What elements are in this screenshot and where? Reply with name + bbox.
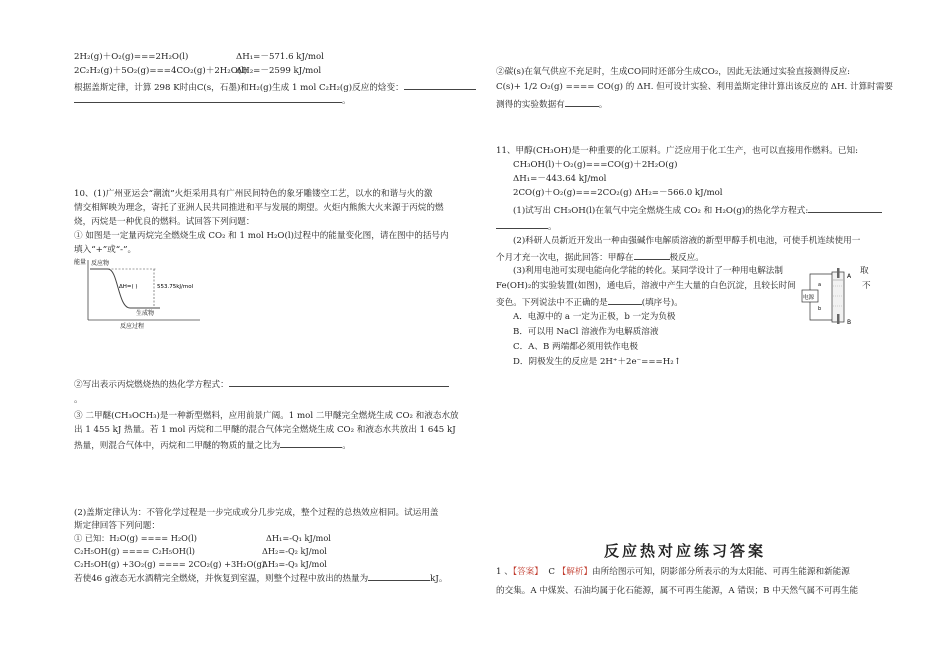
answer-blank-enthalpy[interactable] bbox=[404, 80, 476, 90]
eq-c2h2-combustion: 2C₂H₂(g)＋5O₂(g)===4CO₂(g)＋2H₂O(l) bbox=[74, 66, 248, 76]
diagram-dh: ΔH=( ) bbox=[119, 284, 138, 290]
q11-part3-line-3: 变色。下列说法中不正确的是 (填序号)。 bbox=[496, 295, 683, 309]
q11-eq2: 2CO(g)＋O₂(g)===2CO₂(g) ΔH₂=－566.0 kJ/mol bbox=[513, 188, 723, 198]
answer-blank-line[interactable]: 。 bbox=[74, 93, 351, 107]
combustion-eq: C₂H₅OH(g) +3O₂(g) ==== 2CO₂(g) +3H₂O(g) bbox=[74, 559, 265, 569]
analysis-tag: 【解析】 bbox=[557, 567, 593, 577]
answer-blank-data[interactable] bbox=[565, 97, 599, 107]
q10-sub3-line-2: 出 1 455 kJ 热量。若 1 mol 丙烷和二甲醚的混合气体完全燃烧生成 CO₂ 和液态水共放出 1 645 kJ bbox=[74, 425, 456, 435]
q10-sub2-period: 。 bbox=[74, 395, 83, 405]
known-eq: ① 已知：H₂O(g) ==== H₂O(l) bbox=[74, 533, 197, 543]
terminal-a: a bbox=[818, 282, 822, 288]
option-a: A．电源中的 a 一定为正极，b 一定为负极 bbox=[513, 312, 676, 322]
terminal-b: b bbox=[818, 306, 822, 312]
q10-line-2: 情交相辉映为理念，寄托了亚洲人民共同推进和平与发展的期望。火炬内熊熊大火来源于丙烷的燃 bbox=[74, 203, 444, 213]
combustion-dh: ΔH₃=-Q₃ kJ/mol bbox=[262, 559, 327, 569]
answer-blank-ratio[interactable] bbox=[280, 438, 342, 448]
electrode-B: B bbox=[847, 319, 852, 326]
q10-line-3: 烧，丙烷是一种优良的燃料。试回答下列问题： bbox=[74, 217, 255, 227]
answer-blank-option[interactable] bbox=[608, 295, 642, 305]
q10-line-1: 10、(1)广州亚运会“潮流”火炬采用具有广州民间特色的象牙雕镂空工艺，以水的和谐与火的激 bbox=[74, 189, 433, 199]
option-c: C．A、B 两端都必须用铁作电极 bbox=[513, 342, 638, 352]
q10-sub2: ②写出表示丙烷燃烧热的热化学方程式： bbox=[74, 377, 449, 391]
energy-diagram bbox=[74, 254, 204, 330]
q11-part3-line-1: (3)利用电池可实现电能向化学能的转化。某同学设计了一种用电解法制 bbox=[513, 266, 783, 276]
diagram-ylabel: 能量 bbox=[74, 259, 87, 266]
q11-part2-line-1: (2)科研人员新近开发出一种由强碱作电解质溶液的新型甲醇手机电池，可使手机连续使用一 bbox=[513, 236, 861, 246]
q10-sub3-line-1: ③ 二甲醚(CH₃OCH₃)是一种新型燃料，应用前景广阔。1 mol 二甲醚完全燃烧生成 CO₂ 和液态水放 bbox=[74, 411, 459, 421]
eq-h2-combustion: 2H₂(g)＋O₂(g)===2H₂O(l) bbox=[74, 52, 189, 62]
q10-part2-line-2: 斯定律回答下列问题： bbox=[74, 521, 160, 531]
option-d: D．阴极发生的反应是 2H⁺＋2e⁻===H₂↑ bbox=[513, 357, 681, 367]
q10-sub1-line-2: 填入“+”或“-”。 bbox=[74, 245, 137, 255]
answer-tag: 【答案】 bbox=[512, 567, 543, 577]
q11-part2-line-2: 个月才充一次电，据此回答：甲醇在 极反应。 bbox=[496, 250, 704, 264]
q10-sub1-line-1: ① 如图是一定量丙烷完全燃烧生成 CO₂ 和 1 mol H₂O(l)过程中的能量变化图，请在图中的括号内 bbox=[74, 231, 449, 241]
carbon-line-3: 测得的实验数据有 。 bbox=[496, 97, 607, 111]
q10-sub3-line-3: 热量，则混合气体中，丙烷和二甲醚的物质的量之比为 。 bbox=[74, 438, 351, 452]
q11-part3-line-2b: 不 bbox=[862, 281, 871, 291]
answer-blank-electrode[interactable] bbox=[634, 250, 670, 260]
q11-part1-line2: 。 bbox=[496, 219, 557, 233]
dh-h2-combustion: ΔH₁=－571.6 kJ/mol bbox=[236, 52, 324, 62]
diagram-products: 生成物 bbox=[136, 310, 155, 317]
dh-c2h2-combustion: ΔH₂=－2599 kJ/mol bbox=[236, 66, 322, 76]
q11-line-1: 11、甲醇(CH₃OH)是一种重要的化工原料。广泛应用于化工生产，也可以直接用作燃料。已知: bbox=[496, 146, 858, 156]
option-b: B．可以用 NaCl 溶液作为电解质溶液 bbox=[513, 327, 659, 337]
q11-eq1: CH₃OH(l)＋O₂(g)===CO(g)＋2H₂O(g) bbox=[513, 160, 678, 170]
known-dh: ΔH₁=-Q₁ kJ/mol bbox=[266, 533, 331, 543]
answer-line-1: 1 、【答案】 C 【解析】由所给图示可知，阴影部分所表示的为太阳能、可再生能源和新能源 bbox=[496, 567, 850, 577]
diagram-xlabel: 反应过程 bbox=[120, 323, 145, 330]
power-source-label: 电源 bbox=[803, 295, 815, 301]
q11-dh1: ΔH₁=－443.64 kJ/mol bbox=[513, 174, 607, 184]
answer-line-2: 的交集。A 中煤炭、石油均属于化石能源，属不可再生能源，A 错误；B 中天然气属不可再生能 bbox=[496, 586, 859, 596]
answer-blank-methanol-eq[interactable] bbox=[808, 203, 882, 213]
answer-blank-propane-eq[interactable] bbox=[229, 377, 449, 387]
answer-title: 反应热对应练习答案 bbox=[604, 542, 767, 560]
ethanol-question: 若使46 g液态无水酒精完全燃烧，并恢复到室温，则整个过程中放出的热量为 kJ。 bbox=[74, 571, 447, 585]
carbon-line-2: C(s)+ 1/2 O₂(g) ==== CO(g) 的 ΔH. 但可设计实验、利用盖斯定律计算出该反应的 ΔH. 计算时需要 bbox=[496, 82, 893, 92]
q11-part1: (1)试写出 CH₃OH(l)在氧气中完全燃烧生成 CO₂ 和 H₂O(g)的热化学方程式: bbox=[513, 203, 882, 217]
q11-part3-line-2: Fe(OH)₂的实验装置(如图)，通电后，溶液中产生大量的白色沉淀，且较长时间 bbox=[496, 281, 796, 291]
answer-blank-heat[interactable] bbox=[368, 571, 430, 581]
carbon-line-1: ②碳(s)在氧气供应不充足时，生成CO同时还部分生成CO₂，因此无法通过实验直接测得反应: bbox=[496, 67, 851, 77]
hess-question: 根据盖斯定律，计算 298 K时由C(s，石墨)和H₂(g)生成 1 mol C₂H₂(g)反应的焓变： bbox=[74, 80, 476, 94]
diagram-reactants: 反应物 bbox=[91, 260, 110, 267]
q10-part2-line-1: (2)盖斯定律认为：不管化学过程是一步完成或分几步完成，整个过程的总热效应相同。试运用盖 bbox=[74, 508, 439, 518]
ethanol-dh: ΔH₂=-Q₂ kJ/mol bbox=[262, 546, 327, 556]
electrode-A: A bbox=[847, 273, 852, 280]
q11-part3-line-1b: 取 bbox=[860, 266, 869, 276]
diagram-value: 553.75kJ/mol bbox=[157, 284, 194, 290]
electrolysis-apparatus bbox=[800, 266, 856, 328]
ethanol-eq: C₂H₅OH(g) ==== C₂H₅OH(l) bbox=[74, 546, 195, 556]
